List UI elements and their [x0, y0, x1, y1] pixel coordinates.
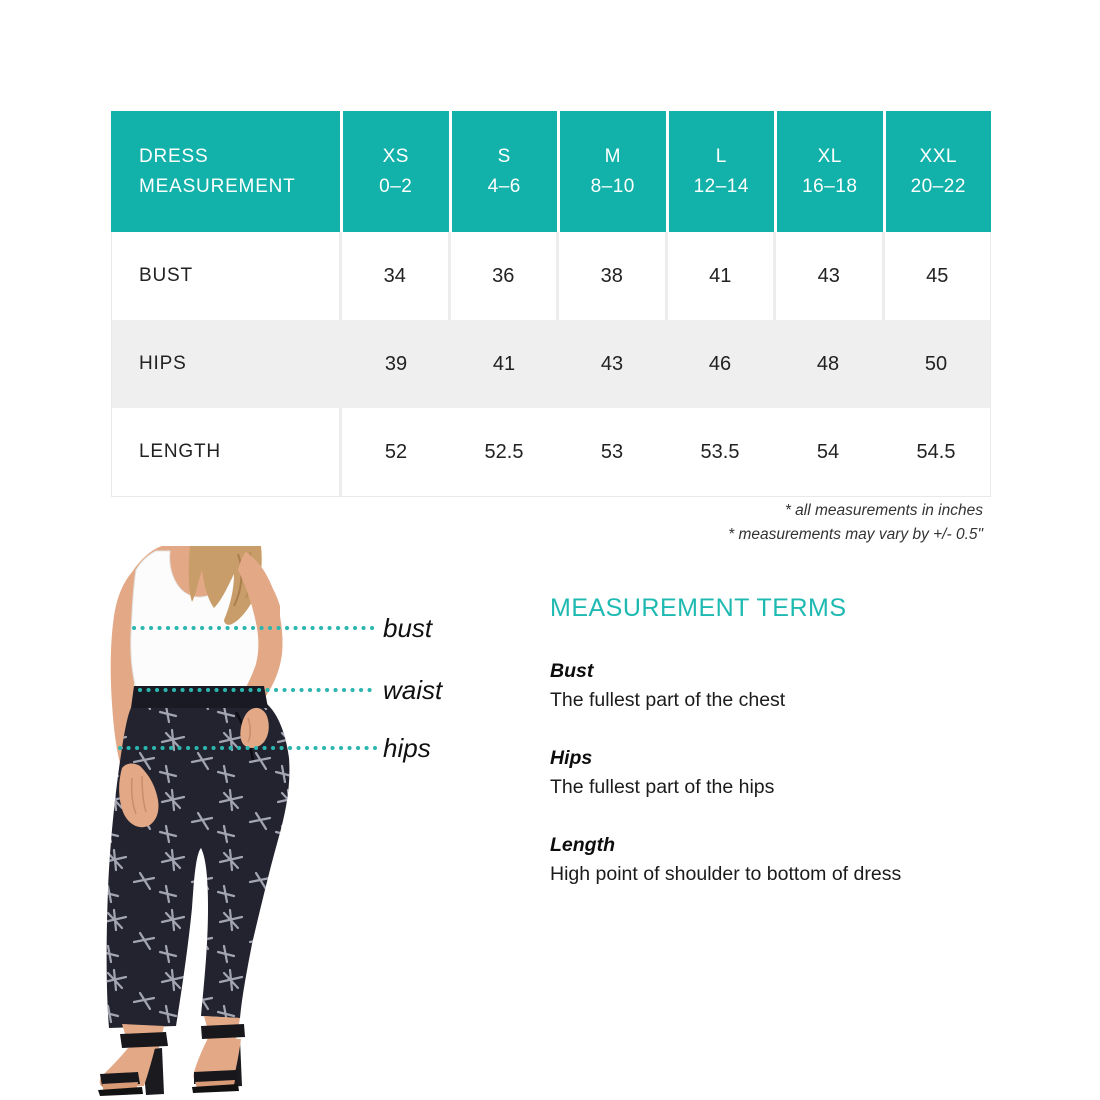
- hips-s: 41: [492, 352, 516, 375]
- bust-l: 41: [668, 232, 777, 320]
- table-row-bust: [112, 232, 990, 320]
- header-size-m: [560, 111, 669, 232]
- header-dress-measurement: [111, 111, 343, 232]
- bust-xl: 43: [776, 232, 885, 320]
- hips-m: 43: [600, 352, 624, 375]
- length-xl: 54: [816, 440, 840, 463]
- size-label: S: [497, 145, 511, 167]
- size-table-header-row: [111, 111, 991, 232]
- length-xs: 52: [384, 440, 408, 463]
- size-label: XL: [817, 145, 842, 167]
- right-shoe: [192, 1016, 245, 1093]
- size-range: 8–10: [590, 175, 635, 197]
- length-xxl: 54.5: [916, 440, 956, 463]
- row-label-bust: BUST: [112, 232, 342, 320]
- hips-line-label: hips: [383, 733, 431, 763]
- size-range: 20–22: [910, 175, 966, 197]
- measurement-terms-title: MEASUREMENT TERMS: [550, 594, 847, 622]
- size-label: L: [715, 145, 727, 167]
- term-hips-name: Hips: [550, 747, 593, 769]
- size-label: M: [604, 145, 621, 167]
- size-table: [111, 111, 991, 497]
- row-label-hips: HIPS: [139, 353, 187, 374]
- term-length-definition: High point of shoulder to bottom of dress: [550, 863, 902, 885]
- size-label: XS: [382, 145, 409, 167]
- size-range: 0–2: [379, 175, 413, 197]
- length-s: 52.5: [484, 440, 524, 463]
- header-size-xxl: [886, 111, 992, 232]
- term-length: [550, 831, 1030, 889]
- length-m: 53: [600, 440, 624, 463]
- hips-xs: 39: [384, 352, 408, 375]
- term-bust-definition: The fullest part of the chest: [550, 689, 786, 711]
- header-size-s: [452, 111, 561, 232]
- row-label-length: LENGTH: [112, 408, 342, 496]
- term-length-name: Length: [550, 834, 615, 856]
- table-row-hips: [112, 320, 990, 408]
- footnotes: [111, 499, 983, 547]
- bust-line-label: bust: [383, 613, 433, 643]
- bust-xs: 34: [342, 232, 451, 320]
- bust-xxl: 45: [926, 264, 949, 287]
- term-hips: [550, 744, 1030, 802]
- header-size-xs: [343, 111, 452, 232]
- footnote-inches: * all measurements in inches: [784, 502, 983, 519]
- bust-m: 38: [559, 232, 668, 320]
- header-size-l: [669, 111, 778, 232]
- left-shoe: [98, 1024, 168, 1096]
- header-size-xl: [777, 111, 886, 232]
- size-table-body: [111, 232, 991, 497]
- size-label: XXL: [919, 145, 957, 167]
- footnote-variance: * measurements may vary by +/- 0.5": [728, 526, 983, 543]
- header-line1: DRESS: [139, 145, 209, 167]
- hips-xxl: 50: [924, 352, 948, 375]
- bust-s: 36: [451, 232, 560, 320]
- term-bust: [550, 657, 1030, 715]
- hips-l: 46: [708, 352, 732, 375]
- length-l: 53.5: [700, 440, 740, 463]
- size-range: 12–14: [693, 175, 749, 197]
- size-range: 4–6: [487, 175, 521, 197]
- measurement-terms-section: [550, 594, 1030, 918]
- term-hips-definition: The fullest part of the hips: [550, 776, 775, 798]
- table-row-length: [112, 408, 990, 496]
- waist-line-label: waist: [383, 675, 443, 705]
- header-line2: MEASUREMENT: [139, 175, 296, 197]
- model-photo: [98, 546, 388, 1100]
- measurement-figure: [98, 546, 558, 1100]
- hips-xl: 48: [816, 352, 840, 375]
- term-bust-name: Bust: [550, 660, 594, 682]
- size-range: 16–18: [802, 175, 858, 197]
